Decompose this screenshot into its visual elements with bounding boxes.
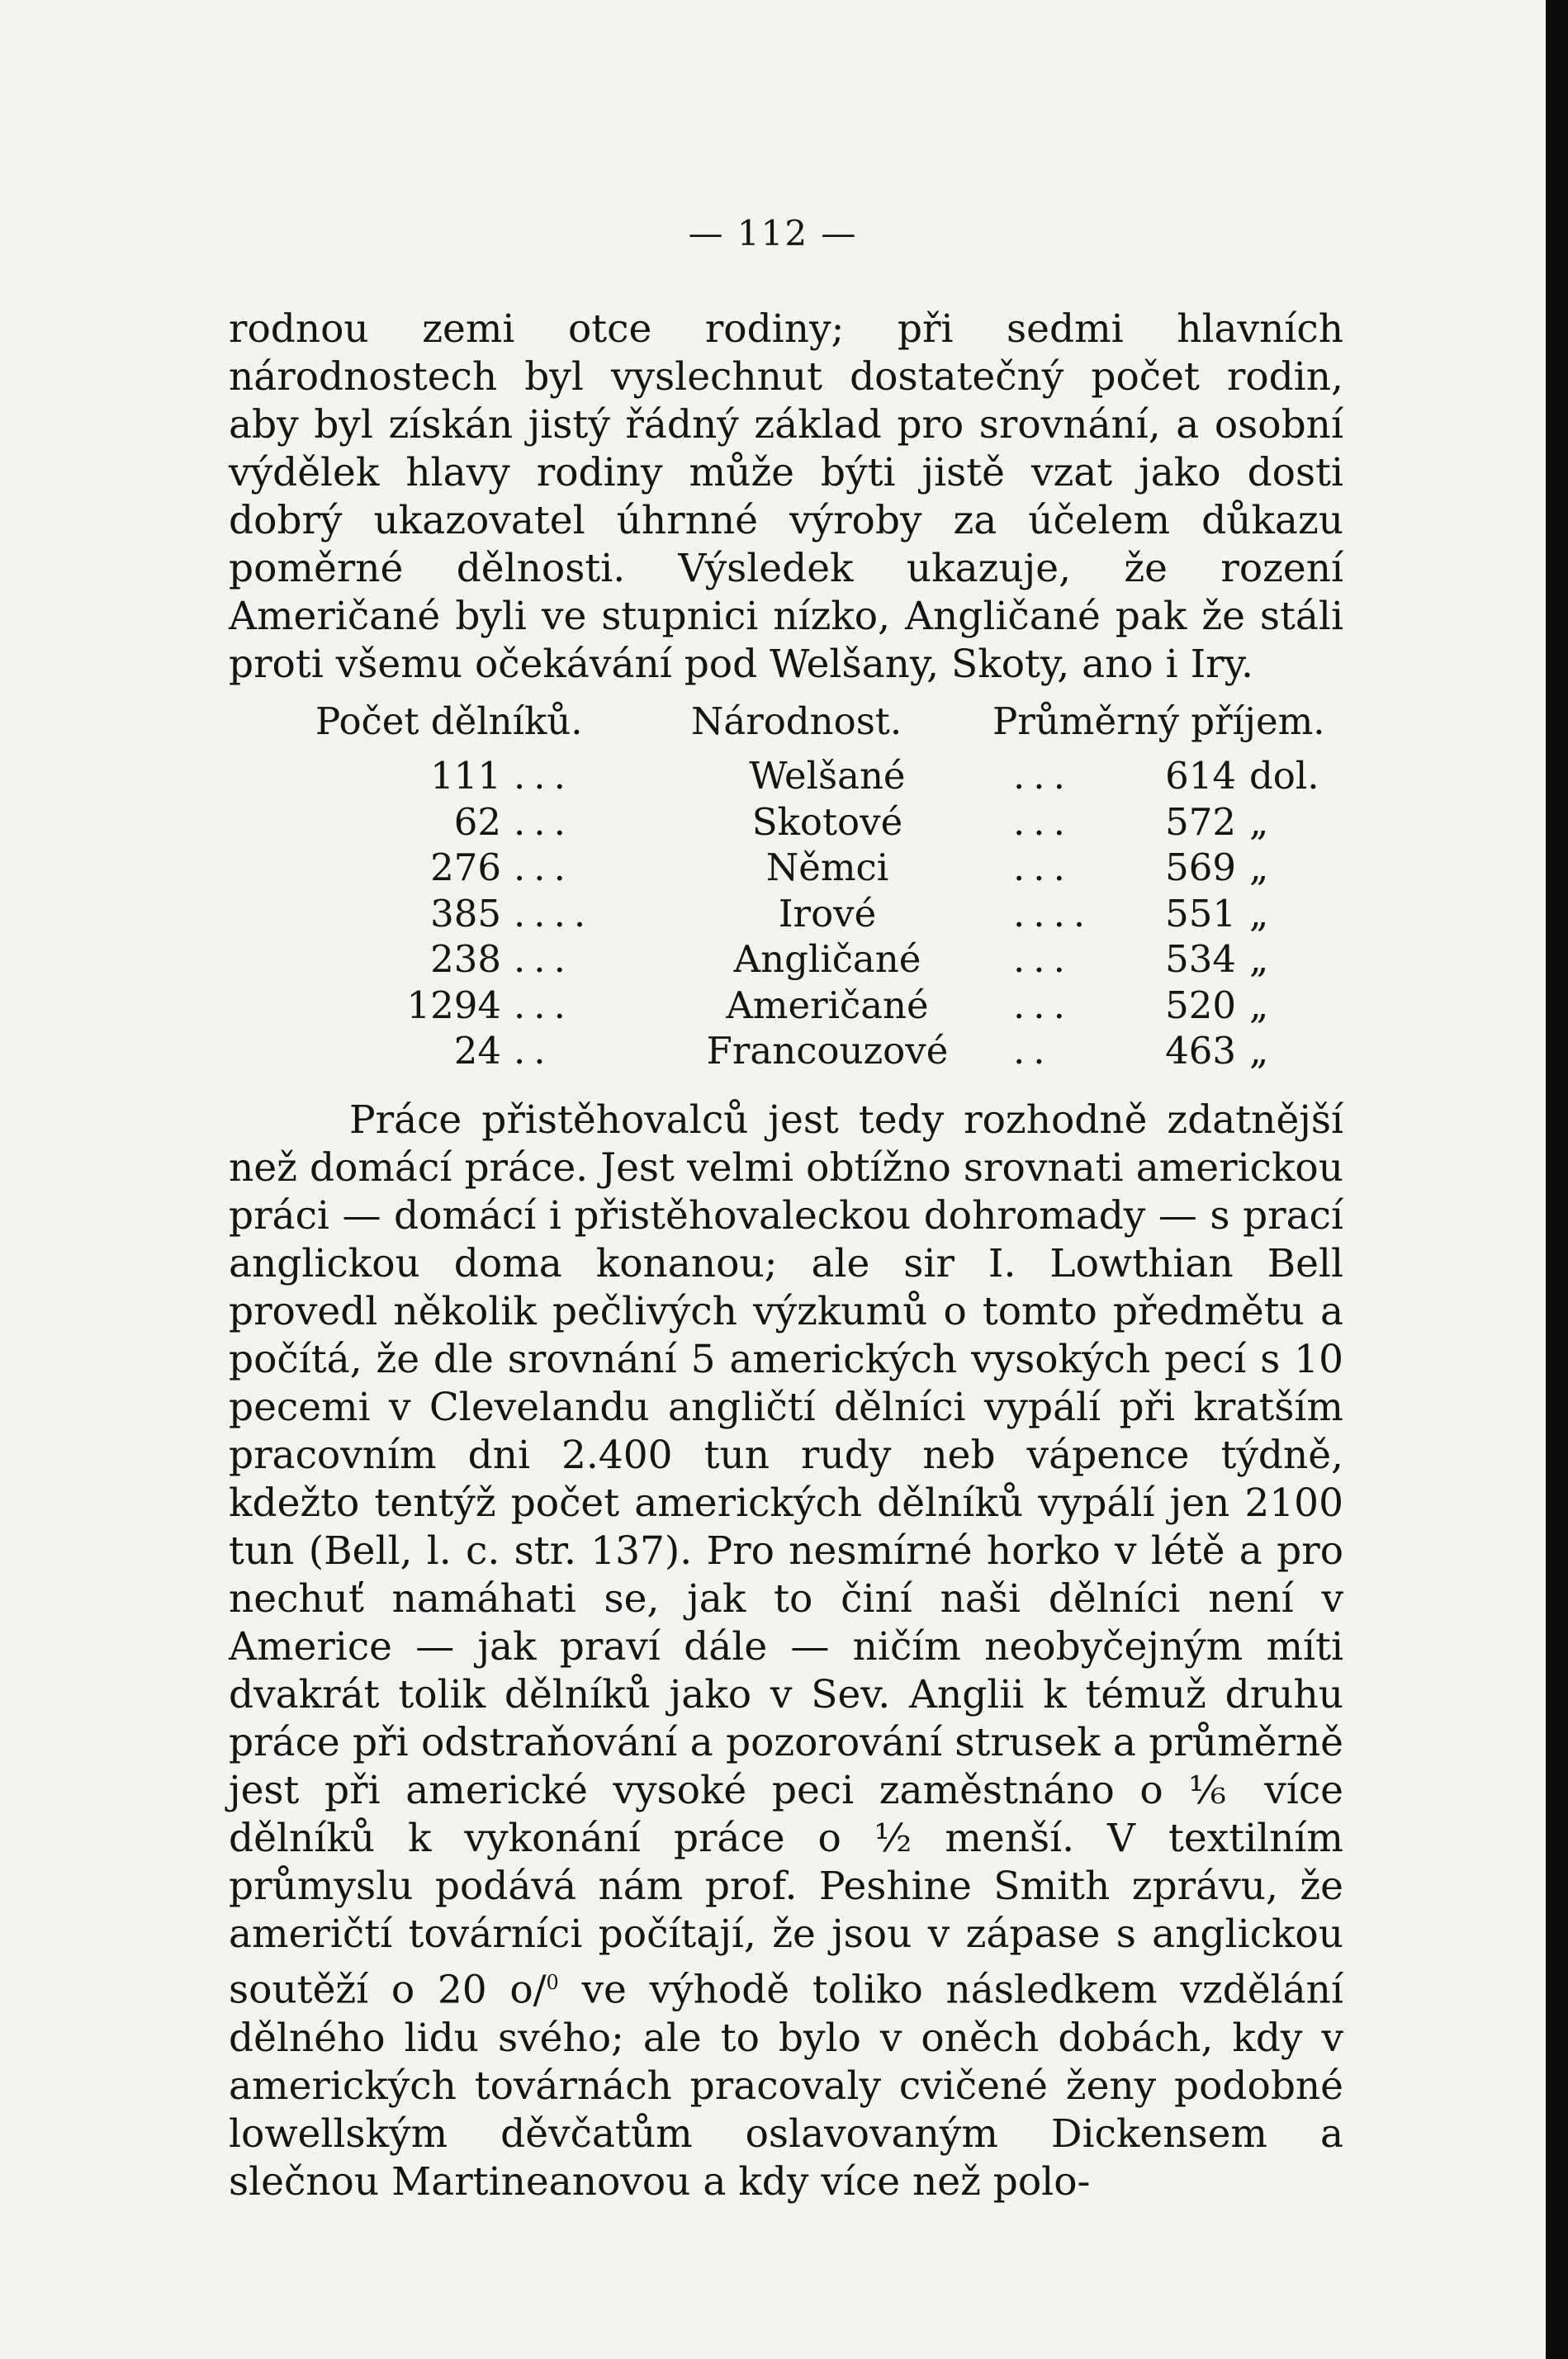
scan-border <box>1546 0 1568 2359</box>
leader-dots: ... <box>514 983 574 1027</box>
nationality: Němci <box>765 846 889 889</box>
leader-dots: ... <box>514 754 574 798</box>
paragraph-2 <box>229 1097 1343 2206</box>
average-income: 551 <box>1165 891 1236 936</box>
worker-count: 276 <box>430 846 501 889</box>
income-unit: „ <box>1249 937 1269 981</box>
paragraph-2-text-continued: ve výhodě toliko následkem vzdělání dělného lidu svého; ale to bylo v oněch dobách, kdy v amerických továrnách pracovaly cvičené ženy podobné lowellským děvčatům oslavovaným Dickensem a slečnou Martineanovou a kdy více než polo- <box>229 1967 1343 2205</box>
average-income: 520 <box>1165 983 1236 1027</box>
income-unit: „ <box>1249 846 1269 889</box>
header-count: Počet dělníků. <box>315 699 583 743</box>
table-row <box>229 936 1343 983</box>
table-header <box>229 698 1343 746</box>
worker-count: 238 <box>430 937 501 981</box>
worker-count: 62 <box>453 799 501 844</box>
worker-count: 24 <box>453 1029 501 1073</box>
table-row <box>229 845 1343 891</box>
nationality: Welšané <box>749 754 906 798</box>
leader-dots: ... <box>514 937 574 981</box>
table-row <box>229 1028 1343 1074</box>
average-income: 569 <box>1165 846 1236 889</box>
average-income: 572 <box>1165 799 1236 844</box>
worker-count: 1294 <box>406 983 501 1027</box>
leader-dots: ... <box>1013 846 1073 889</box>
nationality: Skotové <box>751 799 903 844</box>
page-number: — 112 — <box>688 213 858 253</box>
worker-count: 385 <box>430 891 501 936</box>
leader-dots: .. <box>514 1029 554 1073</box>
paragraph-1: rodnou zemi otce rodiny; při sedmi hlavních národnostech byl vyslechnut dostatečný počet rodin, aby byl získán jistý řádný základ pro srovnání, a osobní výdělek hlavy rodiny může býti jistě vzat jako dosti dobrý ukazovatel úhrnné výroby za účelem důkazu poměrné dělnosti. Výsledek ukazuje, že rození Američané byli ve stupnici nízko, Angličané pak že stáli proti všemu očekávání pod Welšany, Skoty, ano i Iry. <box>229 306 1343 687</box>
nationality: Francouzové <box>706 1029 949 1073</box>
leader-dots: ... <box>1013 983 1073 1027</box>
leader-dots: .. <box>1013 1029 1054 1073</box>
worker-count: 111 <box>430 754 501 798</box>
nationality: Irové <box>778 891 877 936</box>
wage-table <box>229 753 1343 1074</box>
nationality: Američané <box>726 983 929 1027</box>
average-income: 463 <box>1165 1029 1236 1073</box>
leader-dots: ... <box>514 799 574 844</box>
average-income: 614 <box>1165 754 1236 798</box>
income-unit: „ <box>1249 891 1269 936</box>
income-unit: dol. <box>1249 754 1319 798</box>
header-income: Průměrný příjem. <box>992 699 1325 743</box>
average-income: 534 <box>1165 937 1236 981</box>
table-row <box>229 983 1343 1029</box>
header-nationality: Národnost. <box>691 699 902 743</box>
table-row <box>229 891 1343 937</box>
table-row <box>229 753 1343 799</box>
leader-dots: ... <box>514 846 574 889</box>
percent-superscript: 0 <box>546 1971 559 1994</box>
leader-dots: .... <box>1013 891 1094 936</box>
income-unit: „ <box>1249 799 1269 844</box>
leader-dots: ... <box>1013 799 1073 844</box>
paragraph-2-text: Práce přistěhovalců jest tedy rozhodně zdatnější než domácí práce. Jest velmi obtížno srovnati americkou práci — domácí i přistěhovaleckou dohromady — s prací anglickou doma konanou; ale sir I. Lowthian Bell provedl několik pečlivých výzkumů o tomto předmětu a počítá, že dle srovnání 5 amerických vysokých pecí s 10 pecemi v Clevelandu angličtí dělníci vypálí při kratším pracovním dni 2.400 tun rudy neb vápence týdně, kdežto tentýž počet amerických dělníků vypálí jen 2100 tun (Bell, l. c. str. 137). Pro nesmírné horko v létě a pro nechuť namáhati se, jak to činí naši dělníci není v Americe — jak praví dále — ničím neobyčejným míti dvakrát tolik dělníků jako v Sev. Anglii k témuž druhu práce při odstraňování a pozorování strusek a průměrně jest při americké vysoké peci zaměstnáno o ⅙ více dělníků k vykonání práce o ½ menší. V textilním průmyslu podává nám prof. Peshine Smith zprávu, že američtí továrníci počítají, že jsou v zápase s anglickou soutěží o 20 o/ <box>229 1097 1343 2013</box>
leader-dots: ... <box>1013 754 1073 798</box>
leader-dots: ... <box>1013 937 1073 981</box>
nationality: Angličané <box>733 937 921 981</box>
table-row <box>229 799 1343 846</box>
leader-dots: .... <box>514 891 595 936</box>
income-unit: „ <box>1249 1029 1269 1073</box>
income-unit: „ <box>1249 983 1269 1027</box>
